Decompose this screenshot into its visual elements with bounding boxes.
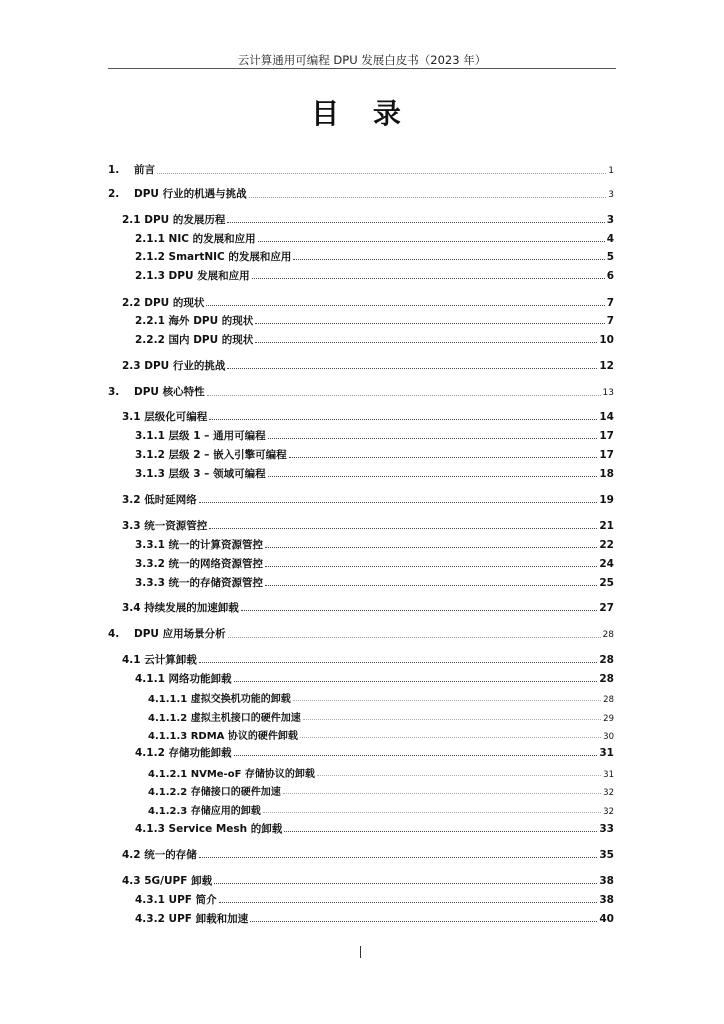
dot-leader xyxy=(228,629,601,637)
toc-entry[interactable] xyxy=(135,466,614,481)
toc-entry[interactable] xyxy=(108,186,614,201)
toc-entry-label: 4.2 统一的存储 xyxy=(122,849,197,861)
toc-entry-label: 2.1.3 DPU 发展和应用 xyxy=(135,270,250,282)
toc-entry-label: 4.1.1.1 虚拟交换机功能的卸载 xyxy=(148,694,291,705)
toc-entry-page-number: 28 xyxy=(603,695,614,705)
toc-entry-label: DPU 核心特性 xyxy=(134,386,205,398)
toc-entry[interactable] xyxy=(122,652,614,667)
dot-leader xyxy=(255,317,604,324)
toc-entry[interactable] xyxy=(122,847,614,862)
toc-entry[interactable] xyxy=(122,873,614,888)
toc-entry-label: 3.1.3 层级 3 – 领域可编程 xyxy=(135,468,266,480)
dot-leader xyxy=(258,235,605,242)
toc-entry-page-number: 31 xyxy=(599,747,614,759)
toc-entry-label: 2.3 DPU 行业的挑战 xyxy=(122,360,226,372)
dot-leader xyxy=(268,432,598,439)
toc-entry-page-number: 29 xyxy=(603,714,614,724)
dot-leader xyxy=(317,769,601,776)
page-title: 目 录 xyxy=(311,97,413,130)
toc-entry-number: 4. xyxy=(108,628,120,640)
toc-entry-label: 3.3 统一资源管控 xyxy=(122,520,208,532)
dot-leader xyxy=(283,787,601,794)
toc-entry-page-number: 14 xyxy=(599,411,614,423)
toc-entry-label: 2.1 DPU 的发展历程 xyxy=(122,214,226,226)
dot-leader xyxy=(250,915,597,922)
dot-leader xyxy=(255,336,597,343)
dot-leader xyxy=(206,299,604,306)
dot-leader xyxy=(268,470,598,477)
toc-entry-label: 2.2.2 国内 DPU 的现状 xyxy=(135,334,254,346)
dot-leader xyxy=(199,496,598,503)
toc-entry-page-number: 5 xyxy=(606,251,614,263)
toc-entry-label: 4.1.1.3 RDMA 协议的硬件卸载 xyxy=(148,731,298,742)
toc-entry-page-number: 7 xyxy=(606,297,614,309)
toc-entry-number: 3. xyxy=(108,386,120,398)
toc-entry-label: 3.1.2 层级 2 – 嵌入引擎可编程 xyxy=(135,449,287,461)
toc-entry[interactable] xyxy=(135,537,614,552)
toc-entry[interactable] xyxy=(135,821,614,836)
dot-leader xyxy=(241,604,598,611)
toc-entry-page-number: 19 xyxy=(599,494,614,506)
dot-leader xyxy=(234,749,598,756)
toc-entry[interactable] xyxy=(122,518,614,533)
toc-entry-label: 4.1.1 网络功能卸载 xyxy=(135,673,232,685)
toc-entry-label: 2.2 DPU 的现状 xyxy=(122,297,205,309)
dot-leader xyxy=(227,362,597,369)
page-footer-mark xyxy=(360,946,365,958)
dot-leader xyxy=(293,694,601,701)
toc-entry[interactable] xyxy=(122,600,614,615)
toc-entry-page-number: 17 xyxy=(599,449,614,461)
toc-entry-label: 4.1 云计算卸载 xyxy=(122,654,197,666)
toc-entry-page-number: 21 xyxy=(599,520,614,532)
toc-entry-label: 4.1.2.1 NVMe-oF 存储协议的卸载 xyxy=(148,769,315,780)
toc-entry-page-number: 18 xyxy=(599,468,614,480)
toc-entry[interactable] xyxy=(135,428,614,443)
toc-entry[interactable] xyxy=(148,709,614,724)
toc-entry-page-number: 13 xyxy=(602,388,614,398)
toc-entry[interactable] xyxy=(108,162,614,177)
toc-entry-page-number: 1 xyxy=(608,166,614,176)
toc-entry-page-number: 32 xyxy=(603,807,614,817)
toc-entry-page-number: 28 xyxy=(599,654,614,666)
toc-entry-label: 4.1.2.3 存储应用的卸载 xyxy=(148,806,261,817)
toc-entry[interactable] xyxy=(148,802,614,817)
toc-entry-label: 3.3.1 统一的计算资源管控 xyxy=(135,539,264,551)
toc-entry[interactable] xyxy=(122,409,614,424)
toc-entry-label: 2.1.2 SmartNIC 的发展和应用 xyxy=(135,251,292,263)
toc-entry[interactable] xyxy=(122,295,614,310)
dot-leader xyxy=(265,560,597,567)
toc-entry[interactable] xyxy=(135,575,614,590)
toc-entry[interactable] xyxy=(148,690,614,705)
toc-entry-page-number: 3 xyxy=(608,190,614,200)
dot-leader xyxy=(265,579,597,586)
toc-entry-label: 2.2.1 海外 DPU 的现状 xyxy=(135,315,254,327)
toc-entry-label: 4.3.1 UPF 简介 xyxy=(135,894,217,906)
toc-entry-label: 4.1.3 Service Mesh 的卸载 xyxy=(135,823,283,835)
running-header: 云计算通用可编程 DPU 发展白皮书（2023 年） xyxy=(237,53,487,67)
toc-entry[interactable] xyxy=(148,783,614,798)
dot-leader xyxy=(303,713,601,720)
dot-leader xyxy=(300,731,601,738)
toc-entry-label: 4.1.1.2 虚拟主机接口的硬件加速 xyxy=(148,713,301,724)
toc-entry-label: 4.3.2 UPF 卸载和加速 xyxy=(135,913,249,925)
toc-entry-page-number: 6 xyxy=(606,270,614,282)
toc-entry[interactable] xyxy=(135,268,614,283)
toc-entry[interactable] xyxy=(122,358,614,373)
toc-entry-page-number: 28 xyxy=(599,673,614,685)
dot-leader xyxy=(234,675,598,682)
toc-entry-label: 4.1.2 存储功能卸载 xyxy=(135,747,232,759)
toc-entry-page-number: 24 xyxy=(599,558,614,570)
toc-entry-page-number: 38 xyxy=(599,875,614,887)
dot-leader xyxy=(209,413,597,420)
dot-leader xyxy=(265,541,597,548)
toc-entry-page-number: 4 xyxy=(606,233,614,245)
toc-entry[interactable] xyxy=(135,249,614,264)
toc-entry-page-number: 27 xyxy=(599,602,614,614)
toc-entry-label: 4.3 5G/UPF 卸载 xyxy=(122,875,213,887)
toc-entry[interactable] xyxy=(148,765,614,780)
toc-entry[interactable] xyxy=(108,626,614,641)
toc-entry-label: 3.3.3 统一的存储资源管控 xyxy=(135,577,264,589)
toc-entry[interactable] xyxy=(108,384,614,399)
dot-leader xyxy=(219,896,598,903)
toc-entry-page-number: 35 xyxy=(599,849,614,861)
dot-leader xyxy=(284,825,597,832)
toc-entry-page-number: 25 xyxy=(599,577,614,589)
toc-entry-page-number: 7 xyxy=(606,315,614,327)
toc-entry[interactable] xyxy=(122,212,614,227)
toc-entry[interactable] xyxy=(122,492,614,507)
toc-entry-page-number: 17 xyxy=(599,430,614,442)
toc-entry-label: 3.1.1 层级 1 – 通用可编程 xyxy=(135,430,266,442)
toc-entry-page-number: 32 xyxy=(603,788,614,798)
dot-leader xyxy=(293,253,604,260)
dot-leader xyxy=(199,656,598,663)
toc-entry-label: 3.3.2 统一的网络资源管控 xyxy=(135,558,264,570)
toc-entry[interactable] xyxy=(148,727,614,742)
toc-entry-page-number: 30 xyxy=(603,732,614,742)
dot-leader xyxy=(252,272,605,279)
toc-entry[interactable] xyxy=(135,556,614,571)
toc-entry-label: 前言 xyxy=(134,164,155,176)
toc-entry[interactable] xyxy=(135,911,614,926)
toc-entry-label: DPU 行业的机遇与挑战 xyxy=(134,188,247,200)
toc-entry[interactable] xyxy=(135,745,614,760)
dot-leader xyxy=(214,877,597,884)
dot-leader xyxy=(157,165,606,173)
toc-entry-label: 2.1.1 NIC 的发展和应用 xyxy=(135,233,256,245)
dot-leader xyxy=(209,522,597,529)
toc-entry-page-number: 40 xyxy=(599,913,614,925)
header-rule xyxy=(108,68,616,69)
toc-entry-number: 2. xyxy=(108,188,120,200)
toc-entry-page-number: 38 xyxy=(599,894,614,906)
toc-entry-label: 4.1.2.2 存储接口的硬件加速 xyxy=(148,787,281,798)
toc-entry-label: DPU 应用场景分析 xyxy=(134,628,226,640)
toc-entry-page-number: 31 xyxy=(603,770,614,780)
toc-entry-page-number: 12 xyxy=(599,360,614,372)
toc-entry[interactable] xyxy=(135,332,614,347)
dot-leader xyxy=(199,851,598,858)
toc-entry-page-number: 22 xyxy=(599,539,614,551)
toc-entry[interactable] xyxy=(135,447,614,462)
dot-leader xyxy=(249,189,607,197)
toc-entry-page-number: 28 xyxy=(602,630,614,640)
toc-entry-page-number: 3 xyxy=(606,214,614,226)
toc-entry-number: 1. xyxy=(108,164,120,176)
dot-leader xyxy=(227,216,604,223)
toc-entry-label: 3.2 低时延网络 xyxy=(122,494,197,506)
toc-entry[interactable] xyxy=(135,671,614,686)
toc-entry[interactable] xyxy=(135,892,614,907)
toc-entry-page-number: 10 xyxy=(599,334,614,346)
dot-leader xyxy=(263,806,601,813)
dot-leader xyxy=(207,387,601,395)
toc-entry-label: 3.4 持续发展的加速卸载 xyxy=(122,602,239,614)
toc-entry-page-number: 33 xyxy=(599,823,614,835)
toc-entry[interactable] xyxy=(135,313,614,328)
toc-entry[interactable] xyxy=(135,231,614,246)
toc-entry-label: 3.1 层级化可编程 xyxy=(122,411,208,423)
dot-leader xyxy=(289,451,598,458)
